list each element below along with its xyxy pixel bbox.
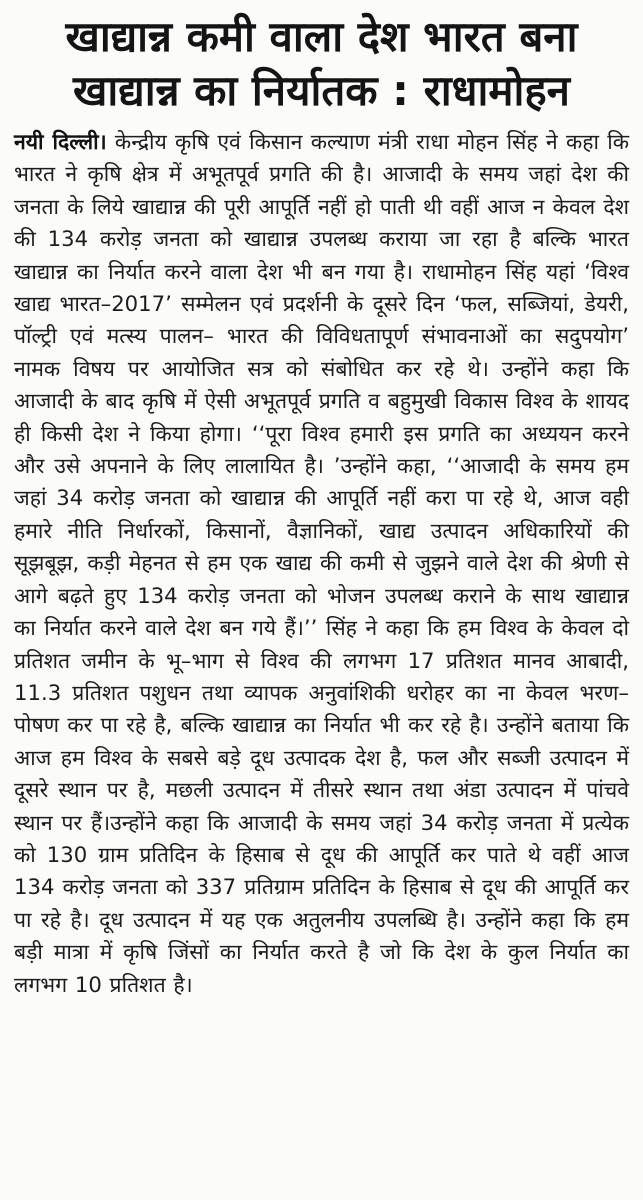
headline-line-2: खाद्यान्न का निर्यातक : राधामोहन [73, 66, 570, 115]
article-body-text: केन्द्रीय कृषि एवं किसान कल्याण मंत्री राधा मोहन सिंह ने कहा कि भारत ने कृषि क्षेत्र में अभूतपूर्व प्रगति की है। आजादी के समय जहां देश की जनता के लिये खाद्यान्न की पूरी आपूर्ति नहीं हो पाती थी वहीं आज न केवल देश की 134 करोड़ जनता को खाद्यान्न उपलब्ध कराया जा रहा है बल्कि भारत खाद्यान्न का निर्यात करने वाला देश भी बन गया है। राधामोहन सिंह यहां ‘विश्व खाद्य भारत–2017’ सम्मेलन एवं प्रदर्शनी के दूसरे दिन ‘फल, सब्जियां, डेयरी, पॉल्ट्री एवं मत्स्य पालन– भारत की विविधतापूर्ण संभावनाओं का सदुपयोग’ नामक विषय पर आयोजित सत्र को संबोधित कर रहे थे। उन्होंने कहा कि आजादी के बाद कृषि में ऐसी अभूतपूर्व प्रगति व बहुमुखी विकास विश्व के शायद ही किसी देश ने किया होगा। ‘‘पूरा विश्व हमारी इस प्रगति का अध्ययन करने और उसे अपनाने के लिए लालायित है। ’उन्होंने कहा, ‘‘आजादी के समय हम जहां 34 करोड़ जनता को खाद्यान्न की आपूर्ति नहीं करा पा रहे थे, आज वही हमारे नीति निर्धारकों, किसानों, वैज्ञानिकों, खाद्य उत्पादन अधिकारियों की सूझबूझ, कड़ी मेहनत से हम एक खाद्य की कमी से जुझने वाले देश की श्रेणी से आगे बढ़ते हुए 134 करोड़ जनता को भोजन उपलब्ध कराने के साथ खाद्यान्न का निर्यात करने वाले देश बन गये हैं।’’ सिंह ने कहा कि हम विश्व के केवल दो प्रतिशत जमीन के भू–भाग से विश्व की लगभग 17 प्रतिशत मानव आबादी, 11.3 प्रतिशत पशुधन तथा व्यापक अनुवांशिकी धरोहर का ना केवल भरण–पोषण कर पा रहे है, बल्कि खाद्यान्न का निर्यात भी कर रहे है। उन्होंने बताया कि आज हम विश्व के सबसे बड़े दूध उत्पादक देश है, फल और सब्जी उत्पादन में दूसरे स्थान पर है, मछली उत्पादन में तीसरे स्थान तथा अंडा उत्पादन में पांचवे स्थान पर हैं।उन्होंने कहा कि आजादी के समय जहां 34 करोड़ जनता में प्रत्येक को 130 ग्राम प्रतिदिन के हिसाब से दूध की आपूर्ति कर पाते थे वहीं आज 134 करोड़ जनता को 337 प्रतिग्राम प्रतिदिन के हिसाब से दूध की आपूर्ति कर पा रहे है। दूध उत्पादन में यह एक अतुलनीय उपलब्धि है। उन्होंने कहा कि हम बड़ी मात्रा में कृषि जिंसों का निर्यात करते है जो कि देश के कुल निर्यात का लगभग 10 प्रतिशत है। [14, 129, 630, 997]
headline [14, 10, 629, 118]
dateline: नयी दिल्ली। [14, 129, 107, 154]
article-body [14, 126, 629, 1001]
headline-line-1: खाद्यान्न कमी वाला देश भारत बना [65, 12, 578, 61]
